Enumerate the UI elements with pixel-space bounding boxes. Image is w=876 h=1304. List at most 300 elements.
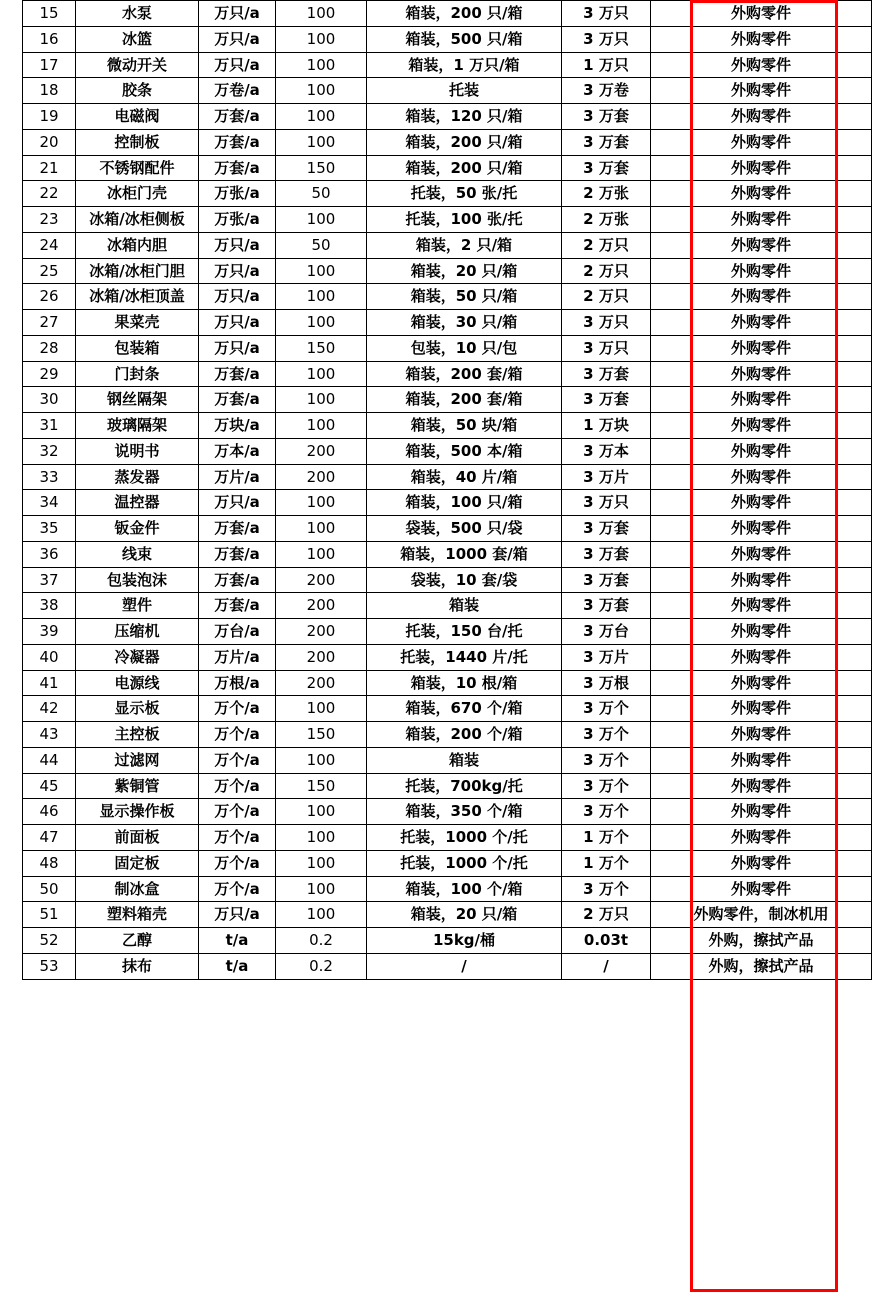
table-row <box>23 876 872 902</box>
cell-remark: 外购零件 <box>651 567 872 593</box>
cell-qty: 150 <box>276 773 367 799</box>
cell-stock: 3 万只 <box>562 490 651 516</box>
cell-qty: 100 <box>276 284 367 310</box>
cell-pack: / <box>367 953 562 979</box>
cell-qty: 100 <box>276 825 367 851</box>
table-row <box>23 567 872 593</box>
cell-qty: 200 <box>276 644 367 670</box>
cell-name: 果菜壳 <box>76 310 199 336</box>
table-row <box>23 593 872 619</box>
cell-remark: 外购零件 <box>651 670 872 696</box>
cell-unit: 万只/a <box>199 52 276 78</box>
cell-name: 钣金件 <box>76 516 199 542</box>
cell-pack: 箱装，670 个/箱 <box>367 696 562 722</box>
cell-remark: 外购零件 <box>651 207 872 233</box>
cell-qty: 100 <box>276 26 367 52</box>
cell-unit: 万套/a <box>199 129 276 155</box>
cell-name: 蒸发器 <box>76 464 199 490</box>
cell-no: 23 <box>23 207 76 233</box>
table-row <box>23 644 872 670</box>
cell-no: 22 <box>23 181 76 207</box>
table-row <box>23 207 872 233</box>
cell-remark: 外购零件 <box>651 876 872 902</box>
cell-unit: 万片/a <box>199 464 276 490</box>
cell-stock: 3 万个 <box>562 722 651 748</box>
cell-stock: 1 万个 <box>562 850 651 876</box>
cell-qty: 150 <box>276 155 367 181</box>
cell-pack: 箱装 <box>367 747 562 773</box>
cell-pack: 15kg/桶 <box>367 928 562 954</box>
cell-name: 压缩机 <box>76 619 199 645</box>
cell-qty: 200 <box>276 567 367 593</box>
cell-no: 41 <box>23 670 76 696</box>
cell-no: 19 <box>23 104 76 130</box>
cell-remark: 外购零件 <box>651 155 872 181</box>
table-row <box>23 464 872 490</box>
cell-no: 15 <box>23 1 76 27</box>
cell-pack: 箱装，200 只/箱 <box>367 155 562 181</box>
cell-remark: 外购零件 <box>651 78 872 104</box>
cell-remark: 外购零件 <box>651 52 872 78</box>
table-row <box>23 387 872 413</box>
cell-unit: 万个/a <box>199 850 276 876</box>
cell-stock: 3 万套 <box>562 516 651 542</box>
cell-unit: 万套/a <box>199 516 276 542</box>
cell-no: 17 <box>23 52 76 78</box>
cell-stock: 2 万只 <box>562 232 651 258</box>
cell-name: 电磁阀 <box>76 104 199 130</box>
cell-unit: t/a <box>199 928 276 954</box>
table-row <box>23 747 872 773</box>
cell-stock: 1 万只 <box>562 52 651 78</box>
cell-pack: 箱装 <box>367 593 562 619</box>
cell-remark: 外购零件 <box>651 799 872 825</box>
cell-no: 40 <box>23 644 76 670</box>
cell-no: 50 <box>23 876 76 902</box>
cell-pack: 箱装，100 个/箱 <box>367 876 562 902</box>
cell-unit: 万套/a <box>199 541 276 567</box>
table-row <box>23 619 872 645</box>
cell-unit: 万块/a <box>199 413 276 439</box>
cell-unit: 万个/a <box>199 825 276 851</box>
cell-pack: 箱装，120 只/箱 <box>367 104 562 130</box>
cell-name: 包装泡沫 <box>76 567 199 593</box>
cell-qty: 100 <box>276 207 367 233</box>
cell-unit: 万只/a <box>199 902 276 928</box>
cell-no: 28 <box>23 335 76 361</box>
cell-remark: 外购零件 <box>651 310 872 336</box>
cell-no: 18 <box>23 78 76 104</box>
cell-name: 冰箱/冰柜顶盖 <box>76 284 199 310</box>
cell-name: 制冰盒 <box>76 876 199 902</box>
cell-stock: 3 万片 <box>562 644 651 670</box>
cell-no: 26 <box>23 284 76 310</box>
cell-remark: 外购零件 <box>651 464 872 490</box>
table-row <box>23 1 872 27</box>
table-row <box>23 52 872 78</box>
cell-pack: 箱装，1000 套/箱 <box>367 541 562 567</box>
cell-qty: 100 <box>276 799 367 825</box>
cell-name: 固定板 <box>76 850 199 876</box>
cell-remark: 外购零件 <box>651 258 872 284</box>
cell-unit: 万个/a <box>199 747 276 773</box>
cell-name: 胶条 <box>76 78 199 104</box>
cell-stock: 2 万张 <box>562 207 651 233</box>
cell-unit: 万根/a <box>199 670 276 696</box>
cell-unit: 万片/a <box>199 644 276 670</box>
table-row <box>23 258 872 284</box>
table-row <box>23 541 872 567</box>
cell-unit: 万个/a <box>199 773 276 799</box>
cell-pack: 托装，50 张/托 <box>367 181 562 207</box>
cell-qty: 100 <box>276 361 367 387</box>
cell-name: 显示操作板 <box>76 799 199 825</box>
cell-no: 46 <box>23 799 76 825</box>
cell-name: 冰柜门壳 <box>76 181 199 207</box>
cell-remark: 外购零件，制冰机用 <box>651 902 872 928</box>
cell-pack: 箱装，10 根/箱 <box>367 670 562 696</box>
table-row <box>23 181 872 207</box>
cell-name: 冰篮 <box>76 26 199 52</box>
cell-qty: 100 <box>276 52 367 78</box>
cell-no: 34 <box>23 490 76 516</box>
cell-stock: 1 万个 <box>562 825 651 851</box>
cell-remark: 外购零件 <box>651 361 872 387</box>
cell-stock: 2 万只 <box>562 258 651 284</box>
cell-remark: 外购零件 <box>651 26 872 52</box>
cell-remark: 外购零件 <box>651 335 872 361</box>
cell-qty: 200 <box>276 464 367 490</box>
cell-no: 45 <box>23 773 76 799</box>
cell-stock: 3 万套 <box>562 593 651 619</box>
cell-pack: 袋装，10 套/袋 <box>367 567 562 593</box>
table-row <box>23 413 872 439</box>
cell-remark: 外购零件 <box>651 541 872 567</box>
cell-stock: 3 万个 <box>562 696 651 722</box>
table-row <box>23 361 872 387</box>
cell-stock: 2 万张 <box>562 181 651 207</box>
cell-no: 21 <box>23 155 76 181</box>
cell-stock: 3 万套 <box>562 361 651 387</box>
table-row <box>23 129 872 155</box>
cell-qty: 50 <box>276 232 367 258</box>
cell-unit: 万只/a <box>199 232 276 258</box>
cell-unit: t/a <box>199 953 276 979</box>
cell-name: 温控器 <box>76 490 199 516</box>
cell-no: 20 <box>23 129 76 155</box>
cell-name: 线束 <box>76 541 199 567</box>
cell-qty: 100 <box>276 516 367 542</box>
table-row <box>23 773 872 799</box>
cell-stock: 3 万套 <box>562 129 651 155</box>
cell-qty: 100 <box>276 129 367 155</box>
cell-stock: 3 万本 <box>562 438 651 464</box>
cell-unit: 万只/a <box>199 258 276 284</box>
cell-no: 32 <box>23 438 76 464</box>
cell-pack: 袋装，500 只/袋 <box>367 516 562 542</box>
cell-pack: 箱装，200 套/箱 <box>367 361 562 387</box>
materials-table <box>22 0 872 980</box>
table-row <box>23 902 872 928</box>
cell-qty: 100 <box>276 696 367 722</box>
cell-name: 乙醇 <box>76 928 199 954</box>
cell-stock: 3 万根 <box>562 670 651 696</box>
cell-qty: 50 <box>276 181 367 207</box>
cell-no: 35 <box>23 516 76 542</box>
cell-qty: 100 <box>276 258 367 284</box>
cell-pack: 托装，1000 个/托 <box>367 850 562 876</box>
cell-name: 紫铜管 <box>76 773 199 799</box>
cell-name: 水泵 <box>76 1 199 27</box>
table-row <box>23 78 872 104</box>
cell-pack: 托装 <box>367 78 562 104</box>
table-row <box>23 335 872 361</box>
cell-no: 31 <box>23 413 76 439</box>
cell-no: 39 <box>23 619 76 645</box>
cell-pack: 箱装，200 套/箱 <box>367 387 562 413</box>
table-row <box>23 104 872 130</box>
cell-no: 37 <box>23 567 76 593</box>
cell-no: 43 <box>23 722 76 748</box>
cell-remark: 外购零件 <box>651 104 872 130</box>
table-row <box>23 696 872 722</box>
cell-name: 钢丝隔架 <box>76 387 199 413</box>
cell-remark: 外购零件 <box>651 825 872 851</box>
cell-qty: 150 <box>276 335 367 361</box>
cell-no: 51 <box>23 902 76 928</box>
cell-stock: 3 万个 <box>562 876 651 902</box>
cell-stock: 3 万套 <box>562 387 651 413</box>
cell-pack: 托装，700kg/托 <box>367 773 562 799</box>
cell-no: 33 <box>23 464 76 490</box>
table-row <box>23 438 872 464</box>
cell-name: 不锈钢配件 <box>76 155 199 181</box>
cell-pack: 托装，100 张/托 <box>367 207 562 233</box>
cell-unit: 万张/a <box>199 207 276 233</box>
cell-remark: 外购零件 <box>651 696 872 722</box>
table-row <box>23 155 872 181</box>
cell-stock: 3 万只 <box>562 335 651 361</box>
cell-stock: 1 万块 <box>562 413 651 439</box>
table-row <box>23 799 872 825</box>
cell-name: 门封条 <box>76 361 199 387</box>
cell-pack: 箱装，200 只/箱 <box>367 1 562 27</box>
cell-pack: 箱装，50 只/箱 <box>367 284 562 310</box>
table-row <box>23 284 872 310</box>
cell-remark: 外购零件 <box>651 413 872 439</box>
table-row <box>23 670 872 696</box>
cell-unit: 万套/a <box>199 361 276 387</box>
cell-unit: 万卷/a <box>199 78 276 104</box>
cell-pack: 箱装，2 只/箱 <box>367 232 562 258</box>
cell-name: 玻璃隔架 <box>76 413 199 439</box>
cell-stock: 3 万卷 <box>562 78 651 104</box>
cell-unit: 万套/a <box>199 567 276 593</box>
cell-no: 38 <box>23 593 76 619</box>
table-body <box>23 1 872 980</box>
cell-pack: 箱装，20 只/箱 <box>367 258 562 284</box>
cell-remark: 外购零件 <box>651 850 872 876</box>
cell-pack: 箱装，500 本/箱 <box>367 438 562 464</box>
cell-pack: 托装，1440 片/托 <box>367 644 562 670</box>
cell-name: 电源线 <box>76 670 199 696</box>
cell-unit: 万只/a <box>199 310 276 336</box>
cell-unit: 万只/a <box>199 1 276 27</box>
cell-unit: 万个/a <box>199 696 276 722</box>
cell-unit: 万只/a <box>199 490 276 516</box>
cell-remark: 外购，擦拭产品 <box>651 928 872 954</box>
cell-qty: 0.2 <box>276 928 367 954</box>
cell-unit: 万只/a <box>199 26 276 52</box>
cell-qty: 200 <box>276 670 367 696</box>
cell-name: 冷凝器 <box>76 644 199 670</box>
cell-name: 包装箱 <box>76 335 199 361</box>
cell-unit: 万套/a <box>199 593 276 619</box>
cell-no: 27 <box>23 310 76 336</box>
cell-unit: 万个/a <box>199 876 276 902</box>
table-row <box>23 232 872 258</box>
cell-pack: 箱装，100 只/箱 <box>367 490 562 516</box>
cell-unit: 万套/a <box>199 104 276 130</box>
cell-remark: 外购零件 <box>651 747 872 773</box>
cell-stock: 3 万套 <box>562 155 651 181</box>
cell-pack: 箱装，200 个/箱 <box>367 722 562 748</box>
cell-pack: 箱装，200 只/箱 <box>367 129 562 155</box>
cell-name: 说明书 <box>76 438 199 464</box>
cell-unit: 万个/a <box>199 799 276 825</box>
cell-no: 47 <box>23 825 76 851</box>
cell-stock: 3 万个 <box>562 747 651 773</box>
cell-remark: 外购零件 <box>651 516 872 542</box>
cell-qty: 100 <box>276 310 367 336</box>
cell-remark: 外购零件 <box>651 722 872 748</box>
cell-no: 42 <box>23 696 76 722</box>
table-row <box>23 850 872 876</box>
cell-stock: 3 万套 <box>562 567 651 593</box>
cell-remark: 外购零件 <box>651 773 872 799</box>
cell-unit: 万只/a <box>199 284 276 310</box>
table-row <box>23 490 872 516</box>
cell-no: 52 <box>23 928 76 954</box>
cell-pack: 箱装，350 个/箱 <box>367 799 562 825</box>
cell-pack: 包装，10 只/包 <box>367 335 562 361</box>
cell-remark: 外购零件 <box>651 284 872 310</box>
cell-qty: 200 <box>276 619 367 645</box>
table-row <box>23 516 872 542</box>
cell-remark: 外购零件 <box>651 232 872 258</box>
cell-qty: 100 <box>276 78 367 104</box>
cell-remark: 外购零件 <box>651 129 872 155</box>
cell-stock: 3 万套 <box>562 541 651 567</box>
cell-qty: 0.2 <box>276 953 367 979</box>
cell-pack: 箱装，30 只/箱 <box>367 310 562 336</box>
cell-no: 44 <box>23 747 76 773</box>
cell-name: 冰箱/冰柜门胆 <box>76 258 199 284</box>
table-row <box>23 26 872 52</box>
cell-remark: 外购零件 <box>651 387 872 413</box>
cell-stock: 3 万套 <box>562 104 651 130</box>
cell-unit: 万套/a <box>199 387 276 413</box>
cell-qty: 100 <box>276 387 367 413</box>
table-row <box>23 310 872 336</box>
cell-stock: 3 万台 <box>562 619 651 645</box>
cell-unit: 万台/a <box>199 619 276 645</box>
cell-qty: 200 <box>276 593 367 619</box>
cell-no: 48 <box>23 850 76 876</box>
cell-pack: 箱装，40 片/箱 <box>367 464 562 490</box>
cell-stock: 3 万只 <box>562 1 651 27</box>
cell-qty: 100 <box>276 747 367 773</box>
cell-no: 24 <box>23 232 76 258</box>
cell-name: 冰箱/冰柜侧板 <box>76 207 199 233</box>
cell-pack: 托装，1000 个/托 <box>367 825 562 851</box>
cell-name: 微动开关 <box>76 52 199 78</box>
cell-pack: 箱装，20 只/箱 <box>367 902 562 928</box>
table-row <box>23 825 872 851</box>
cell-no: 53 <box>23 953 76 979</box>
cell-pack: 托装，150 台/托 <box>367 619 562 645</box>
cell-stock: 2 万只 <box>562 284 651 310</box>
cell-stock: 3 万只 <box>562 310 651 336</box>
cell-no: 16 <box>23 26 76 52</box>
cell-unit: 万本/a <box>199 438 276 464</box>
cell-pack: 箱装，50 块/箱 <box>367 413 562 439</box>
cell-stock: 2 万只 <box>562 902 651 928</box>
cell-qty: 100 <box>276 490 367 516</box>
cell-remark: 外购零件 <box>651 438 872 464</box>
cell-pack: 箱装，500 只/箱 <box>367 26 562 52</box>
cell-remark: 外购零件 <box>651 181 872 207</box>
cell-name: 控制板 <box>76 129 199 155</box>
cell-remark: 外购零件 <box>651 1 872 27</box>
cell-stock: / <box>562 953 651 979</box>
cell-name: 塑件 <box>76 593 199 619</box>
cell-remark: 外购零件 <box>651 593 872 619</box>
cell-name: 抹布 <box>76 953 199 979</box>
cell-remark: 外购零件 <box>651 619 872 645</box>
cell-name: 过滤网 <box>76 747 199 773</box>
cell-name: 冰箱内胆 <box>76 232 199 258</box>
cell-qty: 100 <box>276 902 367 928</box>
cell-qty: 100 <box>276 104 367 130</box>
cell-name: 前面板 <box>76 825 199 851</box>
cell-stock: 3 万只 <box>562 26 651 52</box>
cell-qty: 100 <box>276 541 367 567</box>
cell-qty: 200 <box>276 438 367 464</box>
cell-qty: 100 <box>276 1 367 27</box>
cell-remark: 外购零件 <box>651 644 872 670</box>
cell-remark: 外购，擦拭产品 <box>651 953 872 979</box>
cell-qty: 100 <box>276 850 367 876</box>
cell-no: 36 <box>23 541 76 567</box>
cell-name: 塑料箱壳 <box>76 902 199 928</box>
cell-remark: 外购零件 <box>651 490 872 516</box>
cell-stock: 3 万片 <box>562 464 651 490</box>
cell-qty: 100 <box>276 413 367 439</box>
cell-stock: 0.03t <box>562 928 651 954</box>
cell-unit: 万张/a <box>199 181 276 207</box>
cell-no: 30 <box>23 387 76 413</box>
cell-unit: 万套/a <box>199 155 276 181</box>
table-row <box>23 953 872 979</box>
cell-name: 显示板 <box>76 696 199 722</box>
cell-name: 主控板 <box>76 722 199 748</box>
cell-no: 25 <box>23 258 76 284</box>
cell-unit: 万只/a <box>199 335 276 361</box>
table-row <box>23 722 872 748</box>
cell-stock: 3 万个 <box>562 773 651 799</box>
cell-unit: 万个/a <box>199 722 276 748</box>
